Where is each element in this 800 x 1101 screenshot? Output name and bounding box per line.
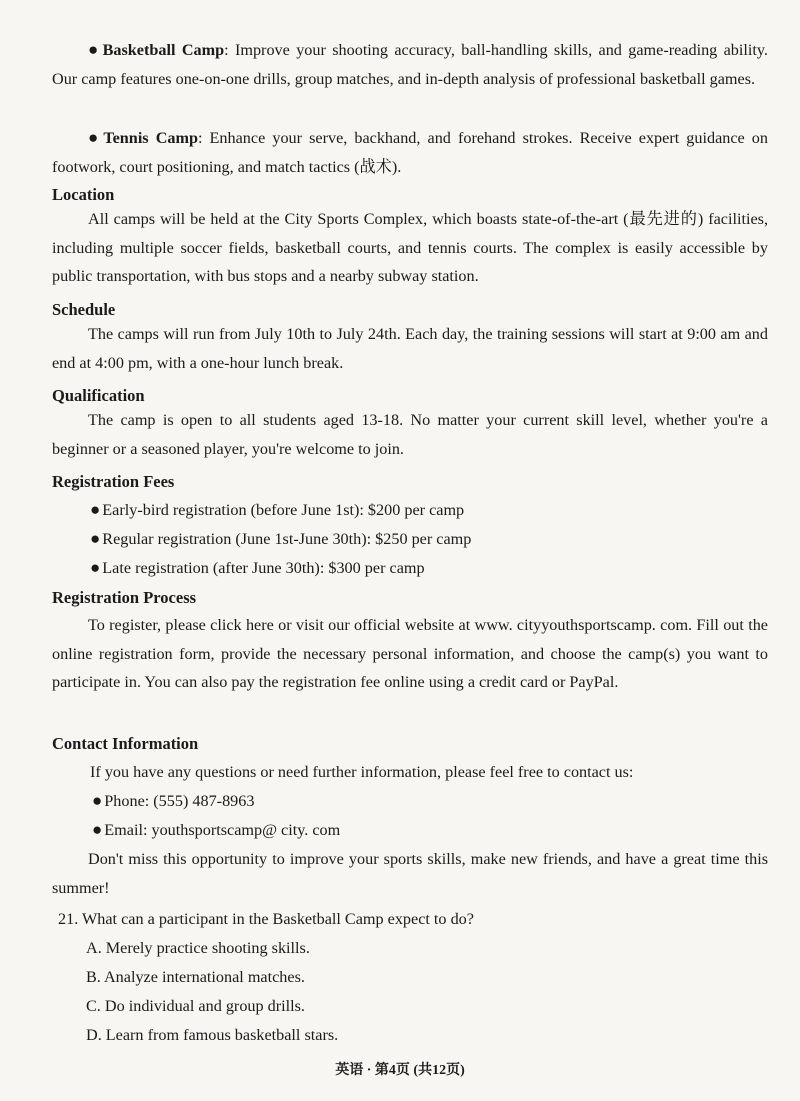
contact-phone: ● Phone: (555) 487-8963 bbox=[92, 791, 255, 810]
tennis-camp-paragraph bbox=[52, 124, 768, 181]
tennis-camp-text: : Enhance your serve, backhand, and forehand strokes. Receive expert guidance on footwork, court positioning, and match tactics (战术). bbox=[52, 129, 768, 176]
bullet-icon: ● bbox=[92, 791, 103, 810]
location-heading: Location bbox=[52, 185, 115, 204]
fees-heading: Registration Fees bbox=[52, 472, 175, 491]
bullet-icon: ● bbox=[90, 500, 101, 519]
process-heading: Registration Process bbox=[52, 588, 197, 607]
bullet-icon: ● bbox=[90, 558, 101, 577]
schedule-heading: Schedule bbox=[52, 300, 116, 319]
schedule-paragraph: The camps will run from July 10th to July 24th. Each day, the training sessions will start at 9:00 am and end at 4:00 pm, with a one-hour lunch break. bbox=[52, 325, 768, 372]
basketball-camp-text: : Improve your shooting accuracy, ball-handling skills, and game-reading ability. Our camp features one-on-one drills, group matches, and in-depth analysis of professional basketball games. bbox=[52, 41, 768, 88]
contact-heading: Contact Information bbox=[52, 734, 199, 753]
bullet-icon: ● bbox=[88, 128, 102, 147]
bullet-icon: ● bbox=[90, 529, 101, 548]
location-paragraph: All camps will be held at the City Sports Complex, which boasts state-of-the-art (最先进的) facilities, including multiple soccer fields, basketball courts, and tennis courts. The complex is easily accessible by public transportation, with bus stops and a nearby subway station. bbox=[52, 210, 768, 286]
answer-option[interactable]: C. Do individual and group drills. bbox=[86, 997, 305, 1015]
process-paragraph: To register, please click here or visit our official website at www. cityyouthsportscamp. com. Fill out the online registration form, provide the necessary personal information, and choose the camp(s) you want to participate in. You can also pay the registration fee online using a credit card or PayPal. bbox=[52, 616, 768, 692]
bullet-icon: ● bbox=[92, 820, 103, 839]
basketball-camp-paragraph bbox=[52, 36, 768, 93]
basketball-camp-label: Basketball Camp bbox=[102, 41, 225, 59]
answer-option[interactable]: A. Merely practice shooting skills. bbox=[86, 939, 310, 957]
tennis-camp-label: Tennis Camp bbox=[103, 129, 198, 147]
fee-item: ● Late registration (after June 30th): $300 per camp bbox=[90, 558, 425, 577]
fee-item: ● Regular registration (June 1st-June 30th): $250 per camp bbox=[90, 529, 472, 548]
page-footer: 英语 · 第4页 (共12页) bbox=[335, 1063, 465, 1078]
qualification-paragraph: The camp is open to all students aged 13-18. No matter your current skill level, whether you're a beginner or a seasoned player, you're welcome to join. bbox=[52, 411, 768, 458]
contact-email: ● Email: youthsportscamp@ city. com bbox=[92, 820, 341, 839]
fee-item: ● Early-bird registration (before June 1st): $200 per camp bbox=[90, 500, 465, 519]
bullet-icon: ● bbox=[88, 40, 101, 59]
closing-paragraph: Don't miss this opportunity to improve your sports skills, make new friends, and have a great time this summer! bbox=[52, 850, 768, 897]
contact-intro: If you have any questions or need further information, please feel free to contact us: bbox=[90, 763, 634, 781]
answer-option[interactable]: B. Analyze international matches. bbox=[86, 968, 305, 986]
question-stem: 21. What can a participant in the Basketball Camp expect to do? bbox=[58, 910, 474, 928]
answer-option[interactable]: D. Learn from famous basketball stars. bbox=[86, 1026, 339, 1044]
qualification-heading: Qualification bbox=[52, 386, 145, 405]
